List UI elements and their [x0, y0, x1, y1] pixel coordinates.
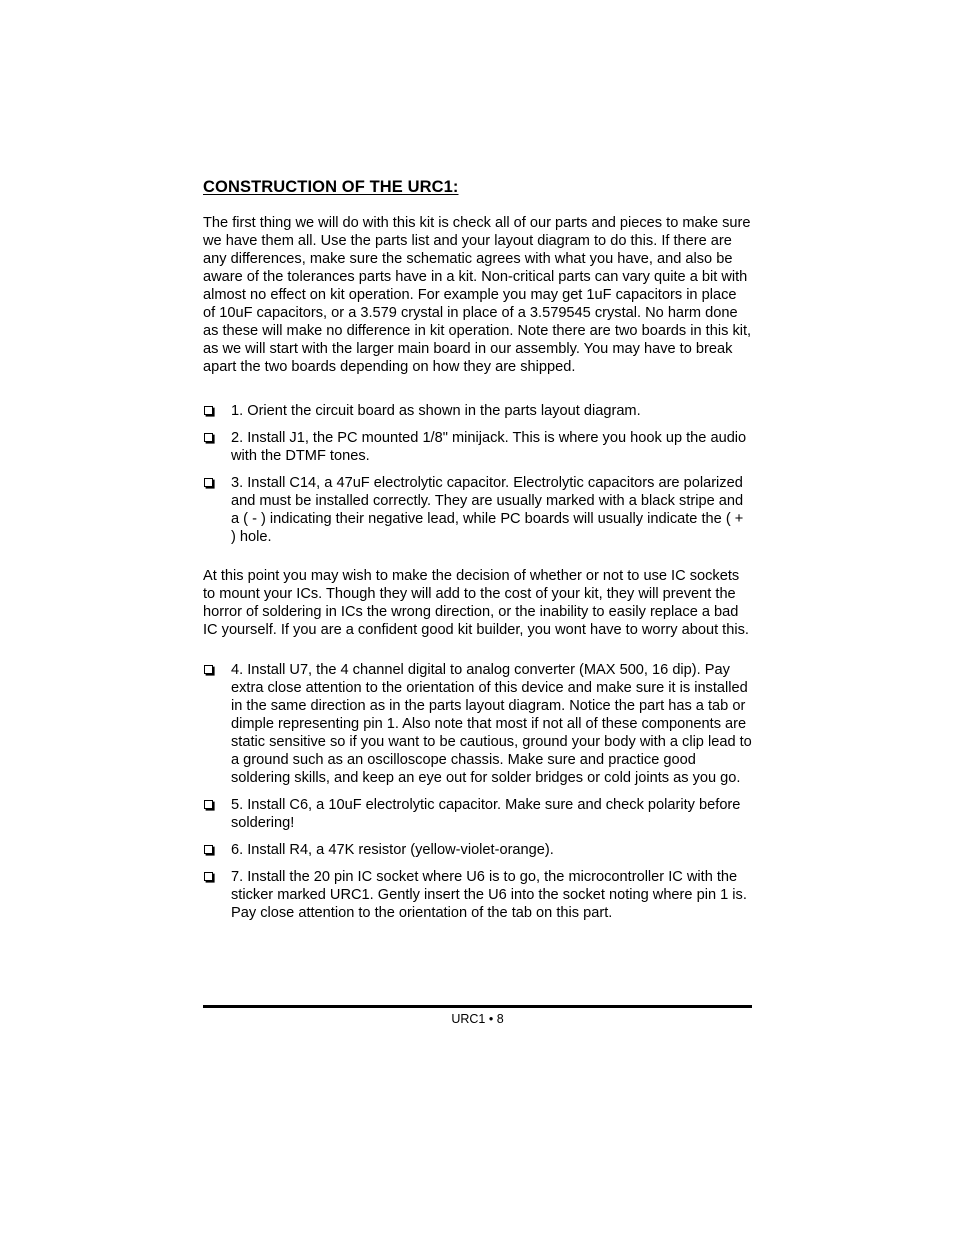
- checkbox-icon[interactable]: [204, 845, 213, 854]
- footer-divider: [203, 1005, 752, 1008]
- ic-socket-paragraph: At this point you may wish to make the decision of whether or not to use IC sockets to mount your ICs. Though they will add to the cost of your kit, they will prevent the horror of soldering in ICs the wrong direction, or the inability to easily replace a bad IC yourself. If you are a confident good kit builder, you wont have to worry about this.: [203, 568, 749, 638]
- page-footer: URC1 • 8: [451, 1012, 504, 1026]
- step-text: 3. Install C14, a 47uF electrolytic capacitor. Electrolytic capacitors are polarized and must be installed correctly. They are usually marked with a black stripe and a ( - ) indicating their negative lead, while PC boards will usually indicate the ( + ) hole.: [231, 475, 744, 545]
- step-item: [203, 796, 752, 832]
- step-item: [203, 841, 752, 859]
- step-item: [203, 868, 752, 922]
- checkbox-icon[interactable]: [204, 872, 213, 881]
- intro-paragraph: The first thing we will do with this kit is check all of our parts and pieces to make sure we have them all. Use the parts list and your layout diagram to do this. If there are any differences, make sure the schematic agrees with what you have, and also be aware of the tolerances parts have in a kit. Non-critical parts can vary quite a bit with almost no effect on kit operation. For example you may get 1uF capacitors in place of 10uF capacitors, or a 3.579 crystal in place of a 3.579545 crystal. No harm done as these will make no difference in kit operation. Note there are two boards in this kit, as we will start with the larger main board in our assembly. You may have to break apart the two boards depending on how they are shipped.: [203, 215, 752, 375]
- step-item: [203, 474, 752, 546]
- checkbox-icon[interactable]: [204, 665, 213, 674]
- step-item: [203, 429, 752, 465]
- step-text: 6. Install R4, a 47K resistor (yellow-violet-orange).: [231, 842, 554, 858]
- step-text: 7. Install the 20 pin IC socket where U6 is to go, the microcontroller IC with the sticker marked URC1. Gently insert the U6 into the socket noting where pin 1 is. Pay close attention to the orientation of the tab on this part.: [231, 869, 747, 921]
- step-text: 2. Install J1, the PC mounted 1/8" minijack. This is where you hook up the audio with the DTMF tones.: [231, 430, 747, 464]
- step-list-first: [203, 402, 752, 546]
- section-heading: CONSTRUCTION OF THE URC1:: [203, 178, 459, 196]
- step-item: [203, 402, 752, 420]
- document-body: [203, 176, 752, 922]
- checkbox-icon[interactable]: [204, 406, 213, 415]
- step-list-second: [203, 661, 752, 922]
- checkbox-icon[interactable]: [204, 800, 213, 809]
- checkbox-icon[interactable]: [204, 478, 213, 487]
- step-text: 1. Orient the circuit board as shown in the parts layout diagram.: [231, 403, 641, 419]
- checkbox-icon[interactable]: [204, 433, 213, 442]
- step-text: 5. Install C6, a 10uF electrolytic capacitor. Make sure and check polarity before soldering!: [231, 797, 741, 831]
- step-item: [203, 661, 752, 787]
- step-text: 4. Install U7, the 4 channel digital to analog converter (MAX 500, 16 dip). Pay extra close attention to the orientation of this device and make sure it is installed in the same direction as in the parts layout diagram. Notice the part has a tab or dimple representing pin 1. Also note that most if not all of these components are static sensitive so if you want to be cautious, ground your body with a clip lead to a ground such as an oscilloscope chassis. Make sure and practice good soldering skills, and keep an eye out for solder bridges or cold joints as you go.: [231, 662, 752, 786]
